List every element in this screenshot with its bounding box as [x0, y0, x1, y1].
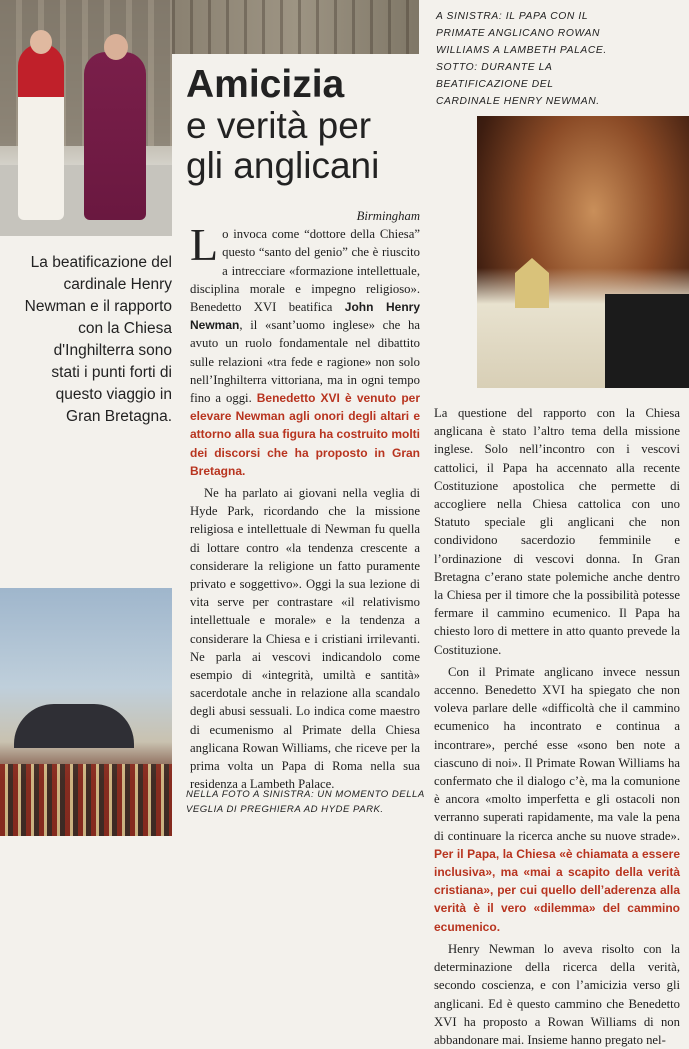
paragraph-3-continued: La questione del rapporto con la Chiesa anglicana è stato l’altro tema della missione inglese. Solo nell’incontro con i vescovi cattolici, il Papa ha accennato alla recente Costituzione apostolica che permette di accogliere nella Chiesa cattolica con uno Statuto speciale gli anglicani che non condividono sacerdozio femminile e l’ordinazione di vescovi donna. In Gran Bretagna c’erano state polemiche anche dentro la Chiesa per il timore che la possibilità potesse fermare il cammino ecumenico. Il Papa ha chiesto loro di mettere in atto quanto prevede la Costituzione. [434, 406, 680, 657]
paragraph-4-text: Con il Primate anglicano invece nessun accenno. Benedetto XVI ha spiegato che non voleva parlare delle «difficoltà che il cammino ecumenico ha incontrato e continua a incontrare», perché esse «sono ben note a ciascuno di noi». Il Primate Rowan Williams ha confermato che il dialogo c’è, ma la comunione è ancora «molto imperfetta e gli ostacoli non verranno superati rapidamente, ma vale la pena di continuare la ricerca anche su nuove strade». [434, 664, 680, 843]
photo-hyde-park-vigil [0, 588, 172, 836]
paragraph-2: Ne ha parlato ai giovani nella veglia di Hyde Park, ricordando che la missione religiosa e intellettuale di Newman fu quella di lottare contro «la tendenza crescente a considerare la religione un fatto puramente privato e soggettivo». Oggi la sua lezione di vita serve per contrastare «il relativismo intellettuale e morale» e la tendenza a considerare la Chiesa e i cristiani irrilevanti. Ne parla ai vescovi indicandolo come esempio di «integrità, umiltà e santità» sacerdotale anche in relazione alla scandalo degli abusi sessuali. Lo indica come maestro di ecumenismo al Primate della Chiesa anglicana Rowan Williams, che riceve per la prima volta un Papa di Roma nella sua residenza a Lambeth Palace. [190, 486, 420, 792]
dateline: Birmingham [356, 209, 420, 223]
paragraph-5: Henry Newman lo aveva risolto con la determinazione della ricerca della verità, secondo coscienza, e con l’amicizia verso gli anglicani. Ed è questo cammino che Benedetto XVI ha proposto a Rowan Williams di non abbandonare mai. Insieme hanno pregato nel- [434, 941, 680, 1047]
photo-caption-bottom: NELLA FOTO A SINISTRA: UN MOMENTO DELLA VEGLIA DI PREGHIERA AD HYDE PARK. [186, 789, 425, 815]
headline [186, 64, 438, 186]
standfirst: La beatificazione del cardinale Henry Newman e il rapporto con la Chiesa d'Inghilterra sono stati i punti forti di questo viaggio in Gran Bretagna. [24, 254, 172, 425]
headline-line-1: Amicizia [186, 63, 345, 106]
paragraph-1-text: o invoca come “dottore della Chiesa” questo “santo del genio” che è riuscito a intrecciare «formazione intellettuale, disciplina morale e impegno religioso». Benedetto XVI beatifica [190, 227, 420, 315]
pope-figure [18, 44, 64, 220]
archbishop-head [104, 34, 128, 60]
paragraph-4 [434, 663, 680, 936]
archbishop-figure [84, 52, 146, 220]
headline-line-3: gli anglicani [186, 145, 380, 186]
newman-name: John Henry Newman [190, 300, 420, 333]
crowd [0, 764, 172, 836]
paragraph-1 [190, 219, 420, 480]
highlight-1: Benedetto XVI è venuto per elevare Newman agli onori degli altari e attorno alla sua figura ha costruito molti dei discorsi che ha proposto in Gran Bretagna. [190, 391, 420, 478]
camera-operator [605, 294, 689, 388]
highlight-2: Per il Papa, la Chiesa «è chiamata a essere inclusiva», ma «mai a scapito della verità cristiana», per cui quello dell’aderenza alla verità è il vero «dilemma» del cammino ecumenico. [434, 846, 680, 934]
photo-beatification [477, 116, 689, 388]
stage [14, 704, 134, 748]
photo-pope-archbishop [0, 0, 172, 236]
article-column-left [190, 207, 420, 798]
article-column-right [434, 404, 680, 1049]
photo-caption-top: A SINISTRA: IL PAPA CON IL PRIMATE ANGLICANO ROWAN WILLIAMS A LAMBETH PALACE. SOTTO: DURANTE LA BEATIFICAZIONE DEL CARDINALE HENRY NEWMAN. [436, 11, 607, 107]
paragraph-1-text-b: , il «sant’uomo inglese» che ha avuto un ruolo fondamentale nel dibattito sulle relazioni «tra fede e ragione» non solo nell’Inghilterra vittoriana, ma in ogni tempo fino a oggi. [190, 318, 420, 406]
headline-line-2: e verità per [186, 105, 372, 146]
photo-top-strip [172, 0, 419, 54]
mitre [515, 258, 549, 308]
pope-head [30, 30, 52, 54]
dropcap: L [190, 219, 219, 271]
